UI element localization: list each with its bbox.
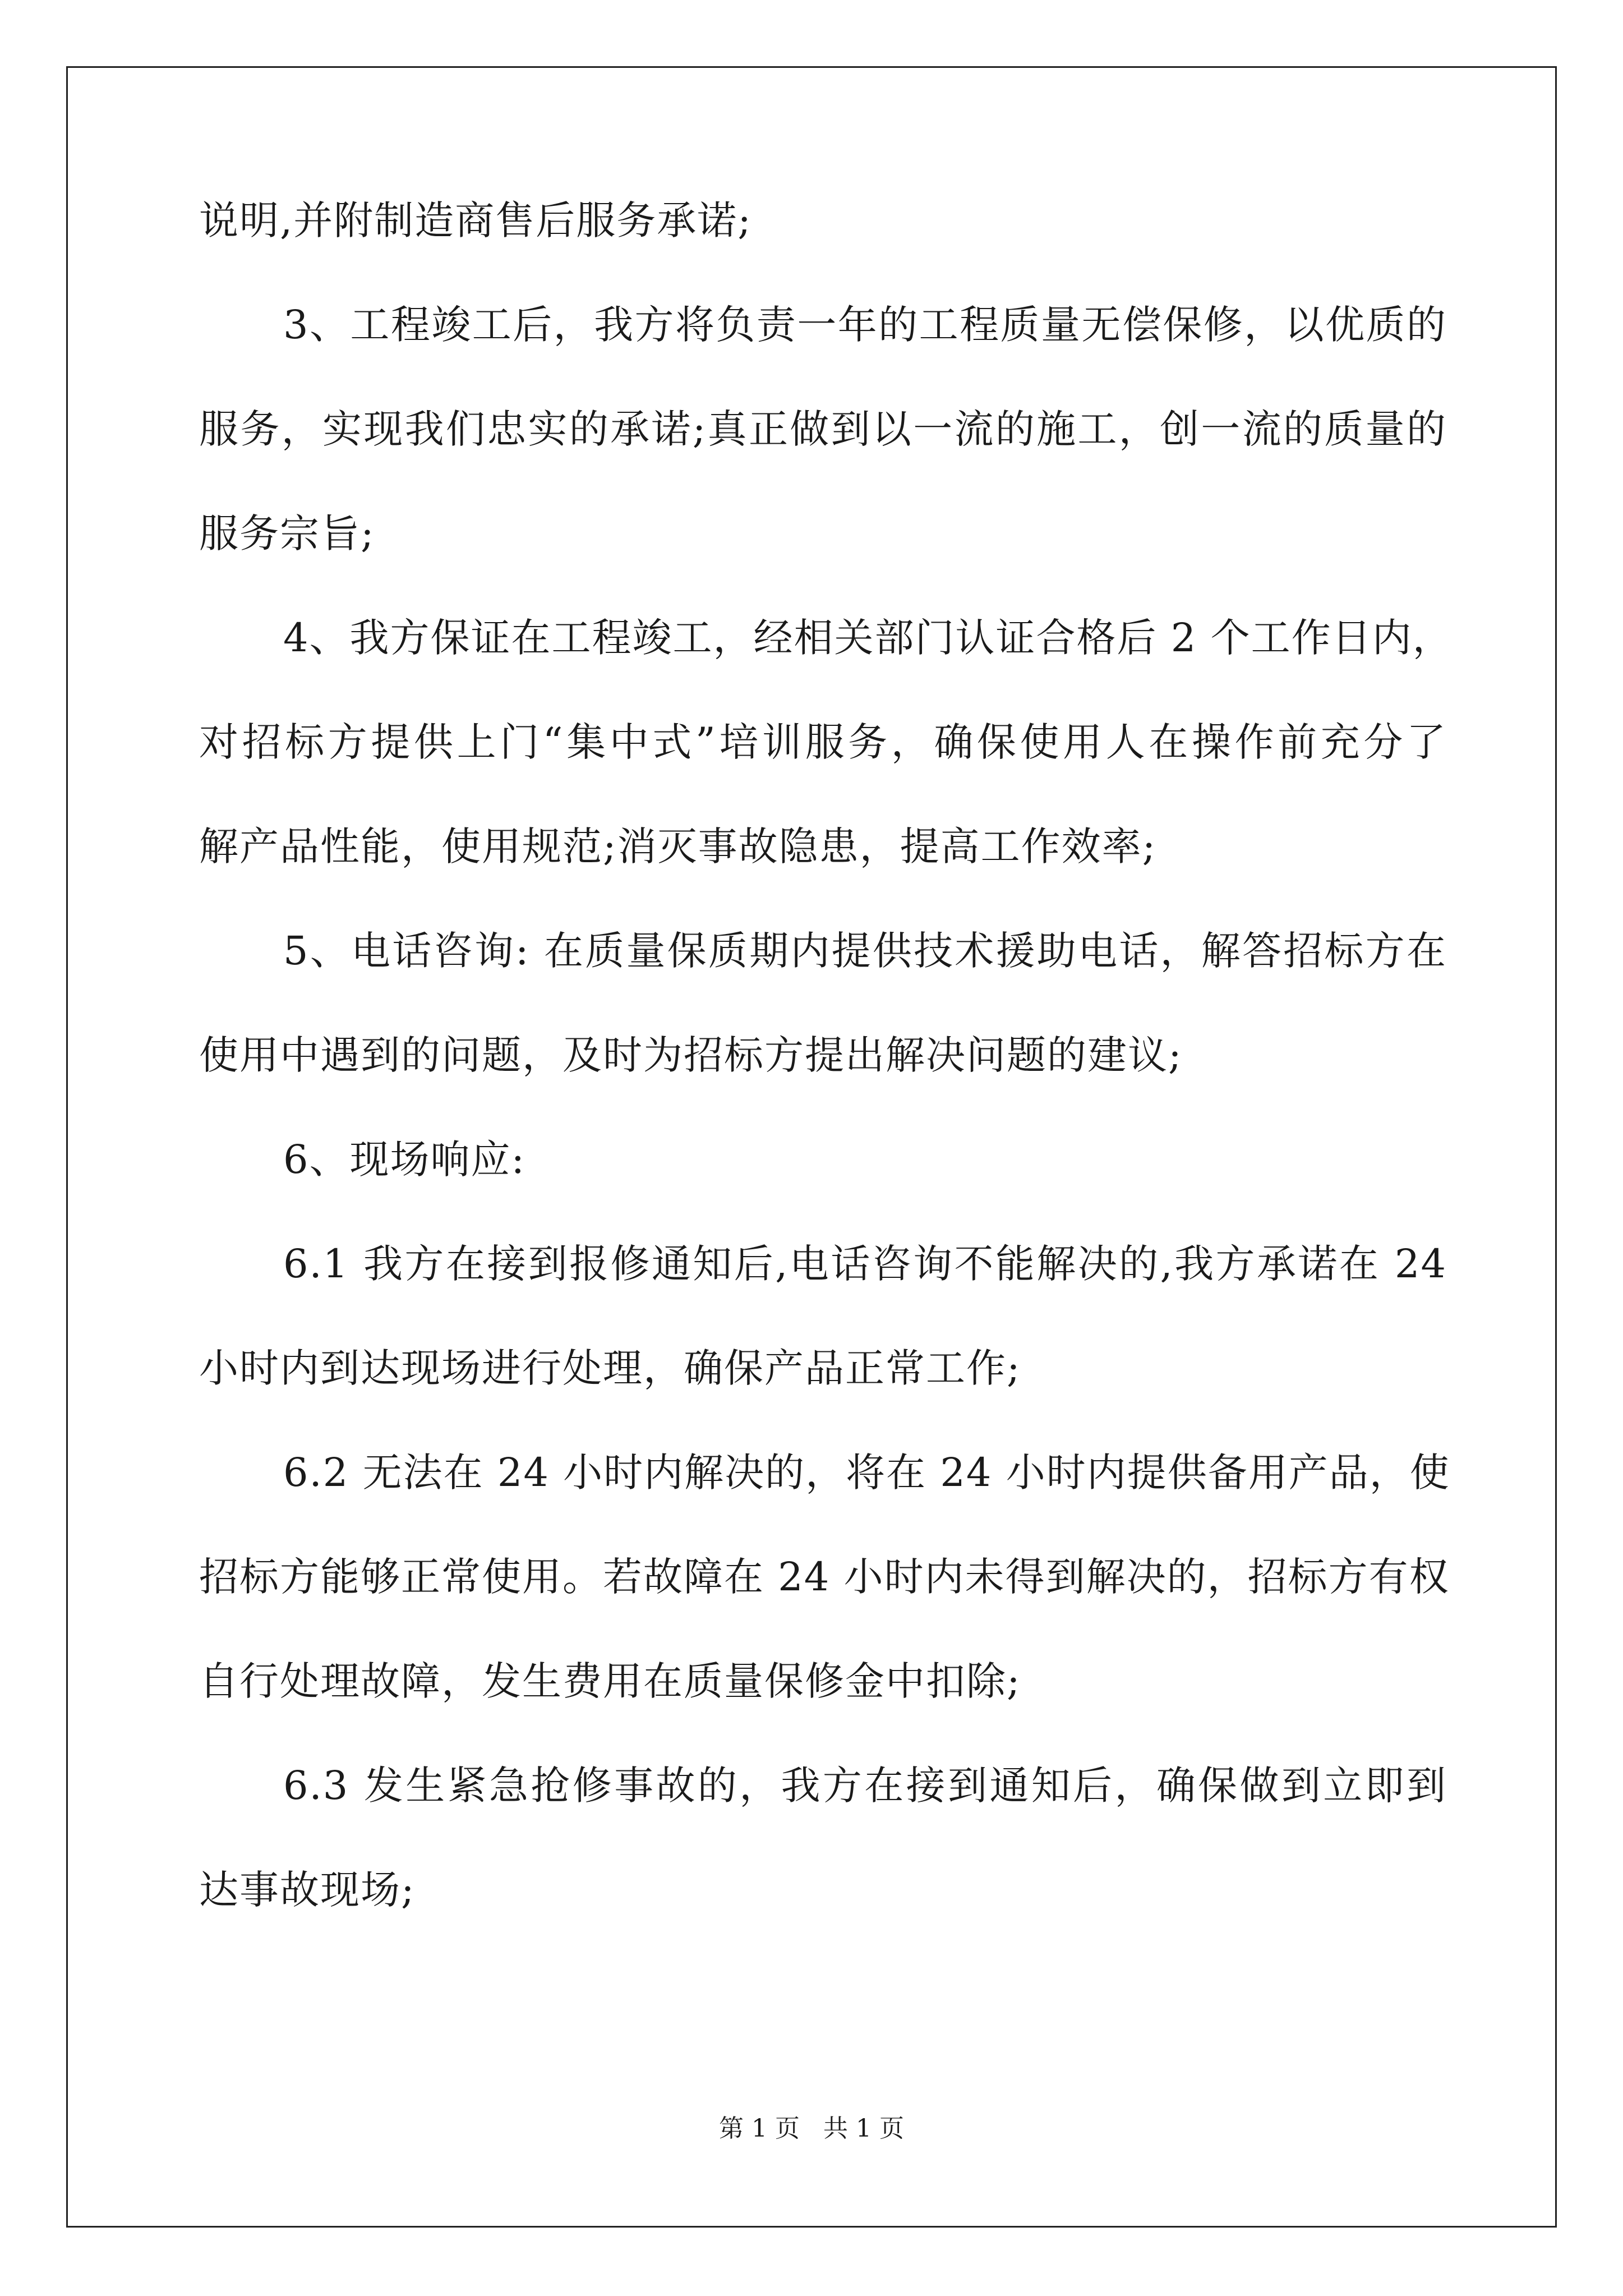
text-line: 使用中遇到的问题，及时为招标方提出解决问题的建议;	[199, 1032, 1183, 1078]
text-line: 5、电话咨询: 在质量保质期内提供技术援助电话，解答招标方在	[283, 928, 1447, 974]
text-line: 6、现场响应:	[283, 1137, 526, 1182]
text-line: 对招标方提供上门“集中式”培训服务，确保使用人在操作前充分了	[199, 719, 1447, 765]
text-line: 服务宗旨;	[199, 510, 375, 556]
text-line: 4、我方保证在工程竣工，经相关部门认证合格后 2 个工作日内，	[283, 615, 1453, 661]
text-line: 招标方能够正常使用。若故障在 24 小时内未得到解决的，招标方有权	[199, 1554, 1450, 1600]
text-line: 6.2 无法在 24 小时内解决的，将在 24 小时内提供备用产品，使	[283, 1450, 1450, 1496]
text-line: 服务，实现我们忠实的承诺;真正做到以一流的施工，创一流的质量的	[199, 406, 1447, 452]
text-line: 6.3 发生紧急抢修事故的，我方在接到通知后，确保做到立即到	[283, 1763, 1447, 1809]
text-line: 自行处理故障，发生费用在质量保修金中扣除;	[199, 1658, 1021, 1704]
document-body	[199, 168, 1453, 1942]
page-number-footer: 第 1 页 共 1 页	[719, 2114, 904, 2143]
text-line: 达事故现场;	[199, 1867, 416, 1913]
text-line: 6.1 我方在接到报修通知后,电话咨询不能解决的,我方承诺在 24	[283, 1241, 1447, 1287]
text-line: 说明,并附制造商售后服务承诺;	[199, 197, 752, 243]
text-line: 小时内到达现场进行处理，确保产品正常工作;	[199, 1345, 1021, 1391]
text-line: 解产品性能，使用规范;消灭事故隐患，提高工作效率;	[199, 823, 1157, 869]
text-line: 3、工程竣工后，我方将负责一年的工程质量无偿保修，以优质的	[283, 302, 1447, 348]
